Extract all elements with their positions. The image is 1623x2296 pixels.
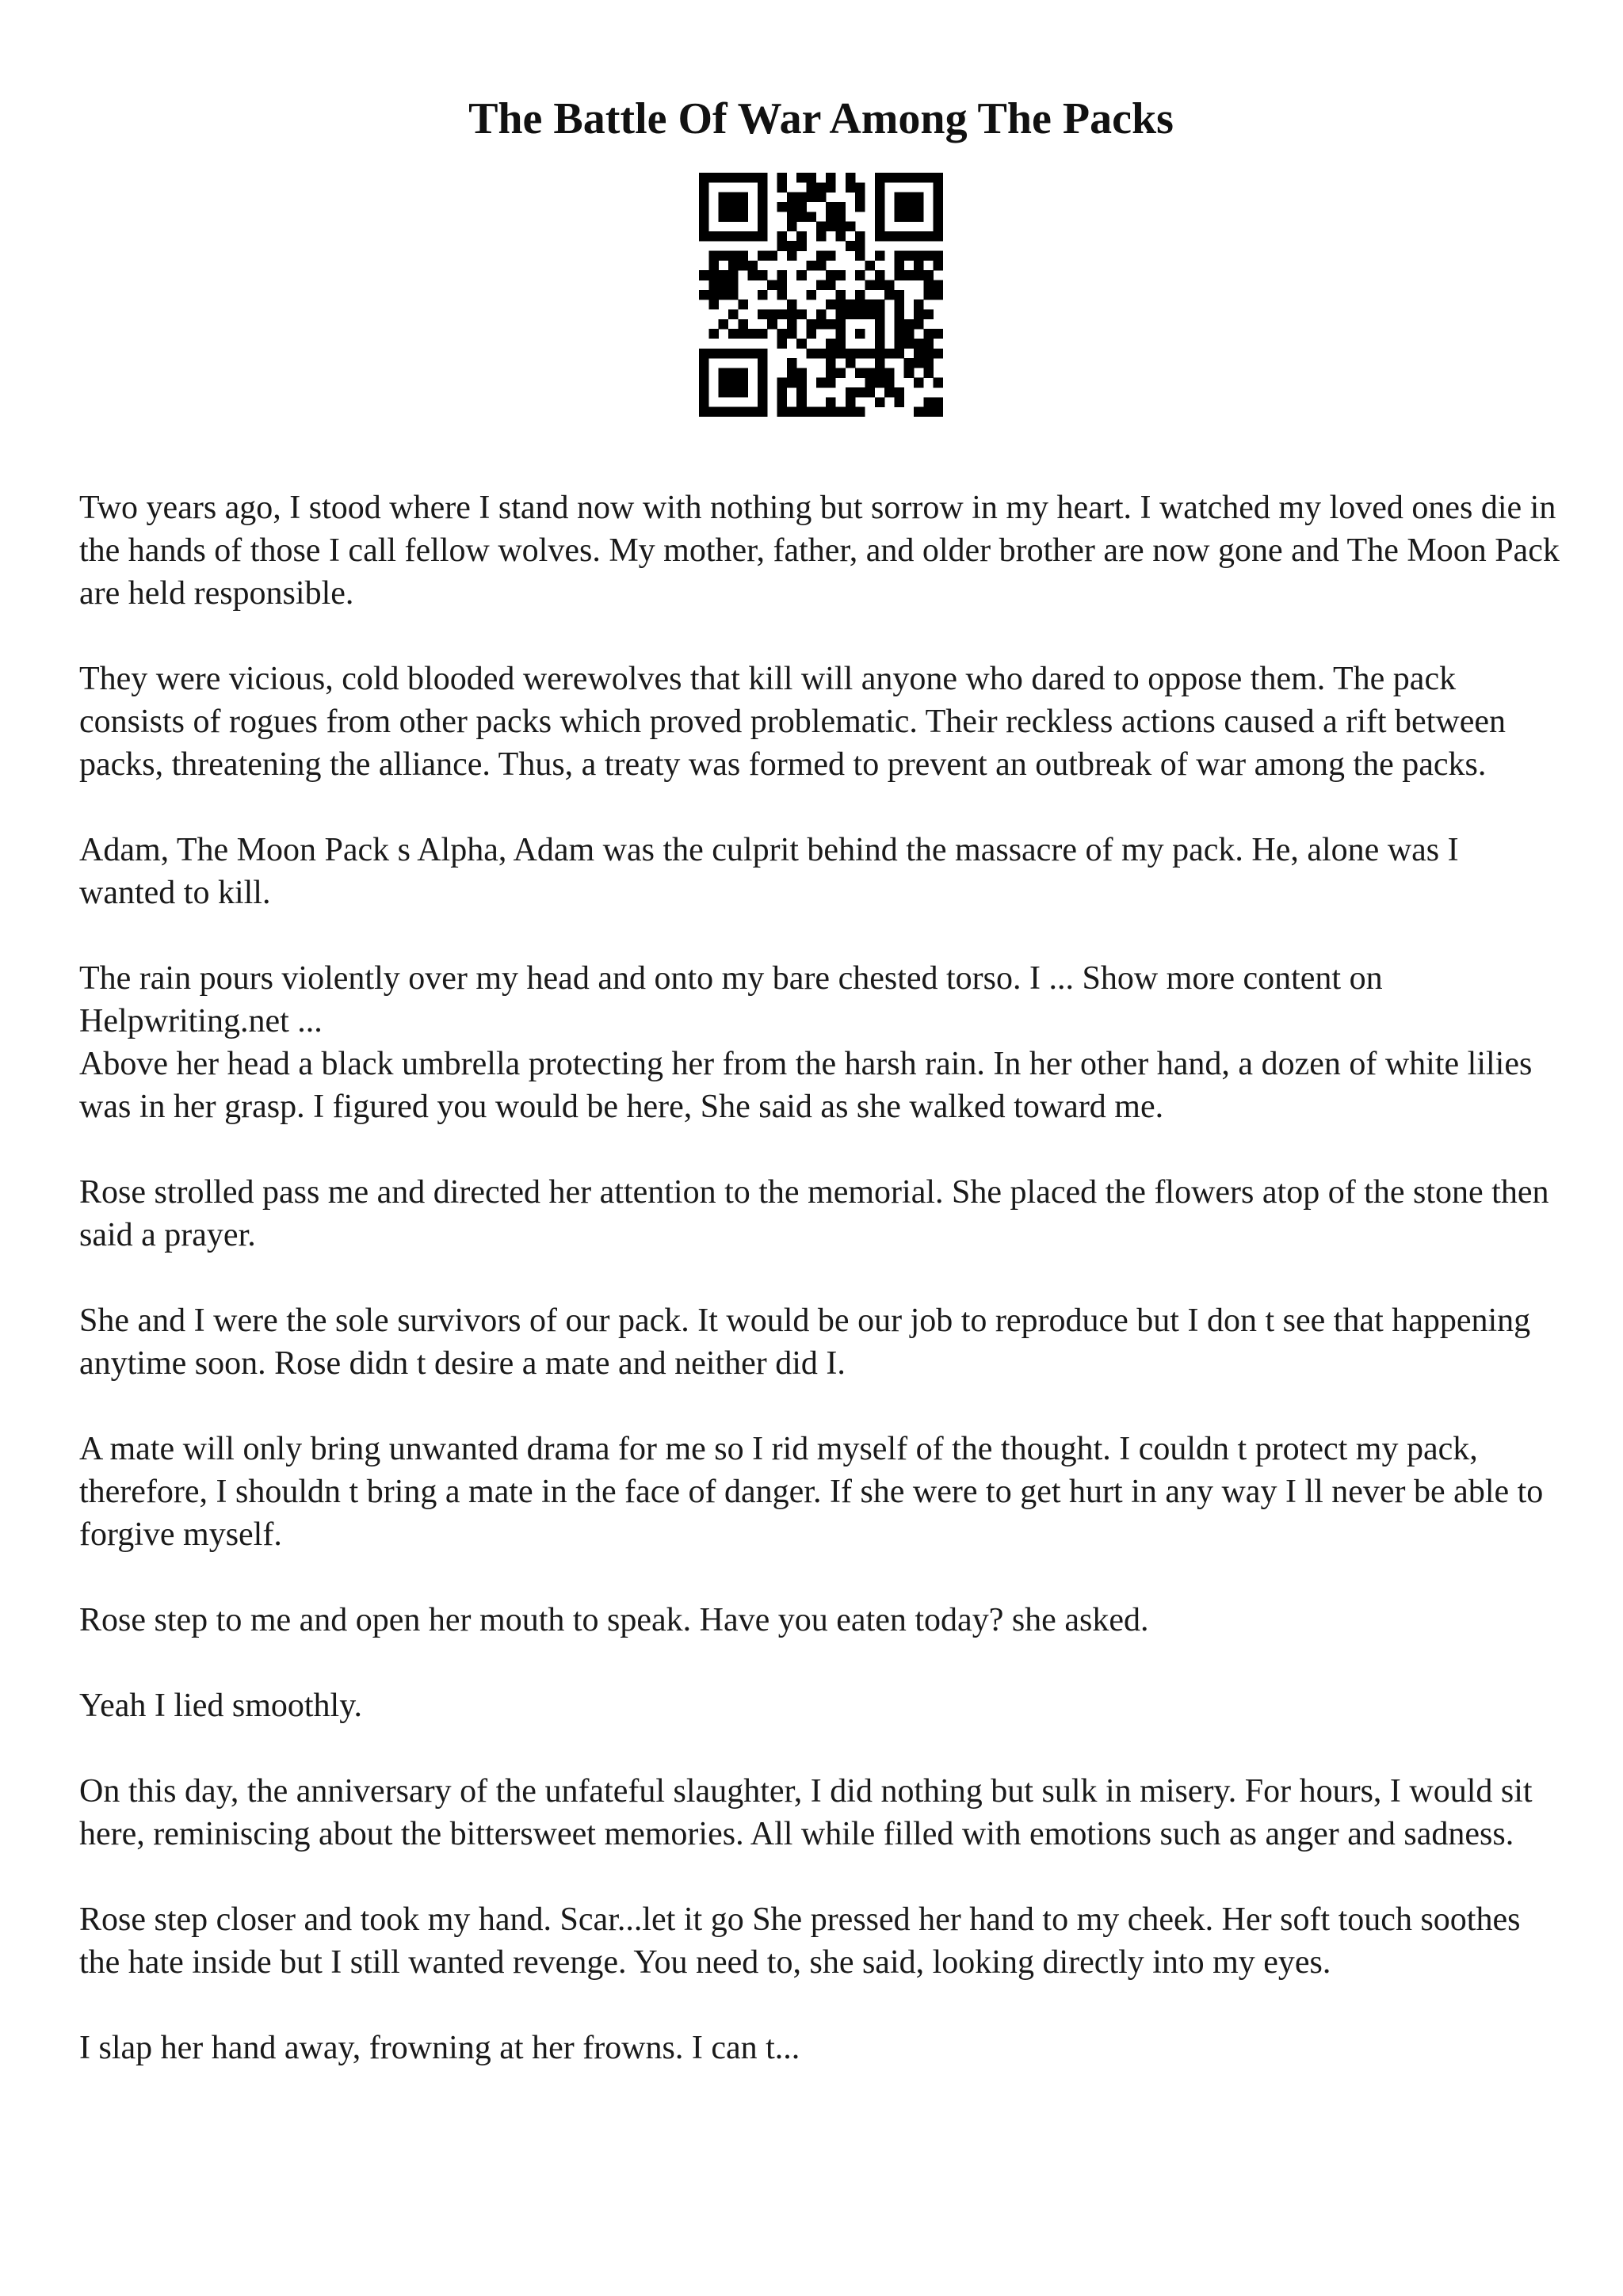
paragraph: Adam, The Moon Pack s Alpha, Adam was the culprit behind the massacre of my pack. He, alone was I wanted to kill. xyxy=(79,831,1459,911)
paragraph: Above her head a black umbrella protecting her from the harsh rain. In her other hand, a dozen of white lilies was in her grasp. I figured you would be here, She said as she walked toward me. xyxy=(79,1045,1533,1125)
paragraph: Rose step closer and took my hand. Scar...let it go She pressed her hand to my cheek. Her soft touch soothes the hate inside but I still wanted revenge. You need to, she said, looking directly into my eyes. xyxy=(79,1901,1521,1981)
qr-code-icon xyxy=(699,173,943,417)
paragraph: I slap her hand away, frowning at her frowns. I can t... xyxy=(79,2029,800,2066)
paragraph: Rose step to me and open her mouth to speak. Have you eaten today? she asked. xyxy=(79,1601,1149,1638)
paragraph: Two years ago, I stood where I stand now with nothing but sorrow in my heart. I watched my loved ones die in the hands of those I call fellow wolves. My mother, father, and older brother are now gone and The Moon Pack are held responsible. xyxy=(79,489,1560,612)
document-title: The Battle Of War Among The Packs xyxy=(468,94,1174,143)
qr-code-container xyxy=(79,173,1563,417)
paragraph: A mate will only bring unwanted drama for me so I rid myself of the thought. I couldn t protect my pack, therefore, I shouldn t bring a mate in the face of danger. If she were to get hurt in any way I ll never be able to forgive myself. xyxy=(79,1430,1544,1553)
paragraph: The rain pours violently over my head and onto my bare chested torso. I ... Show more content on Helpwriting.net ... xyxy=(79,959,1383,1039)
paragraph: On this day, the anniversary of the unfateful slaughter, I did nothing but sulk in misery. For hours, I would sit here, reminiscing about the bittersweet memories. All while filled with emotions such as anger and sadness. xyxy=(79,1772,1533,1852)
paragraph: Rose strolled pass me and directed her attention to the memorial. She placed the flowers atop of the stone then said a prayer. xyxy=(79,1173,1549,1253)
paragraph: She and I were the sole survivors of our pack. It would be our job to reproduce but I don t see that happening anytime soon. Rose didn t desire a mate and neither did I. xyxy=(79,1302,1531,1382)
document-body xyxy=(79,486,1563,2069)
paragraph: Yeah I lied smoothly. xyxy=(79,1687,362,1724)
paragraph: They were vicious, cold blooded werewolves that kill will anyone who dared to oppose them. The pack consists of rogues from other packs which proved problematic. Their reckless actions caused a rift between packs, threatening the alliance. Thus, a treaty was formed to prevent an outbreak of war among the packs. xyxy=(79,660,1506,783)
